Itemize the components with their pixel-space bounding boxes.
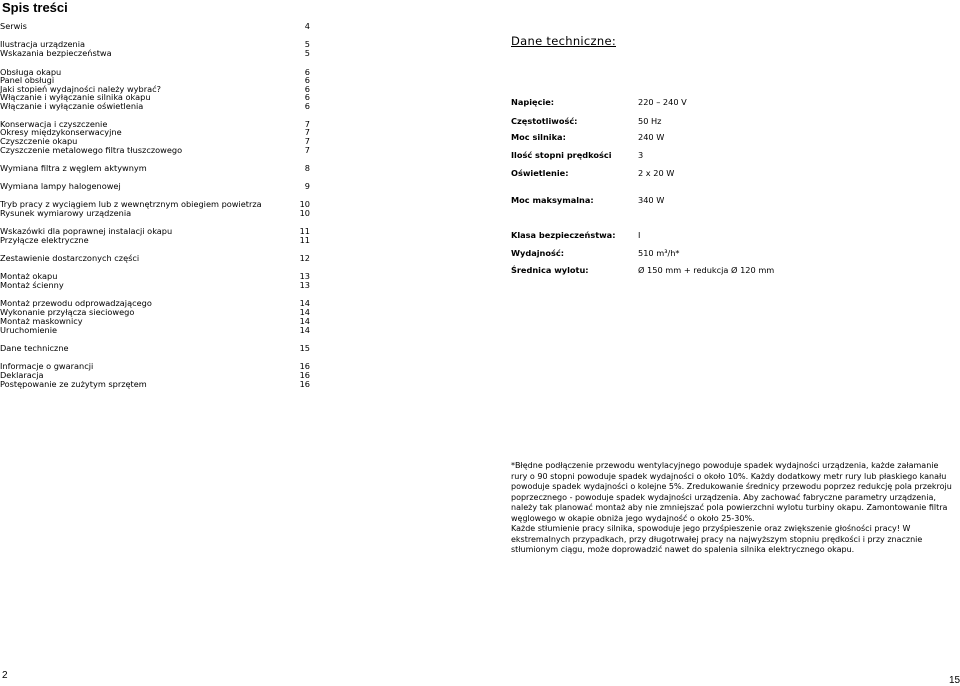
toc-entry-title: Deklaracja — [0, 370, 44, 380]
toc-entry-title: Włączanie i wyłączanie oświetlenia — [0, 101, 144, 111]
page-number-right: 15 — [949, 675, 960, 686]
toc-entry-title: Dane techniczne — [0, 343, 69, 353]
toc-entry-page: 6 — [304, 101, 310, 111]
spec-label: Ilość stopni prędkości — [511, 150, 612, 160]
toc-entry-title: Konserwacja i czyszczenie — [0, 119, 108, 129]
toc-entry-title: Wskazania bezpieczeństwa — [0, 48, 112, 58]
toc-entry-title: Montaż maskownicy — [0, 316, 83, 326]
toc-entry-page: 5 — [304, 48, 310, 58]
toc-entry-title: Wymiana lampy halogenowej — [0, 181, 121, 191]
toc-entry-page: 14 — [299, 325, 310, 335]
toc-entry-page: 7 — [304, 127, 310, 137]
toc-entry-page: 13 — [299, 280, 310, 290]
toc-entry-page: 9 — [304, 181, 310, 191]
toc-entry-title: Montaż okapu — [0, 271, 58, 281]
toc-entry-title: Czyszczenie okapu — [0, 136, 78, 146]
toc-entry-page: 15 — [299, 343, 310, 353]
toc-entry-page: 16 — [299, 361, 310, 371]
toc-entry-title: Serwis — [0, 21, 27, 31]
toc-entry-page: 11 — [299, 235, 310, 245]
toc-entry-page: 7 — [304, 136, 310, 146]
toc-entry-page: 12 — [299, 253, 310, 263]
note-paragraph-2: Każde stłumienie pracy silnika, spowoduje jego przyśpieszenie oraz zwiększenie głośności pracy! W ekstremalnych przypadkach, przy długotrwałej pracy na najwyższym stopniu prędkości i przy znacznie stłumionym ciągu, może doprowadzić nawet do spalenia silnika elektrycznego okapu. — [511, 524, 923, 554]
toc-entry-title: Okresy międzykonserwacyjne — [0, 127, 122, 137]
toc-entry-page: 8 — [304, 163, 310, 173]
toc-entry-title: Tryb pracy z wyciągiem lub z wewnętrznym obiegiem powietrza — [0, 199, 262, 209]
note-paragraph-1: *Błędne podłączenie przewodu wentylacyjnego powoduje spadek wydajności urządzenia, każde załamanie rury o 90 stopni powoduje spadek wydajności o około 10%. Każdy dodatkowy metr rury lub płaskiego kanału powoduje spadek wydajności o kolejne 5%. Zredukowanie średnicy przewodu poprzez redukcję pola przekroju poprzecznego - powoduje spadek wydajności urządzenia. Aby zachować fabryczne parametry urządzenia, należy tak planować montaż aby nie zmniejszać pola powierzchni wylotu turbiny okapu. Zamontowanie filtra węglowego w okapie obniża jego wydajność o około 25-30%. — [511, 461, 952, 523]
toc-entry-title: Wskazówki dla poprawnej instalacji okapu — [0, 226, 173, 236]
spec-value: 510 m³/h* — [638, 248, 680, 258]
spec-label: Klasa bezpieczeństwa: — [511, 230, 616, 240]
page-title: Spis treści — [2, 0, 68, 15]
toc-entry-page: 16 — [299, 370, 310, 380]
toc-entry-title: Ilustracja urządzenia — [0, 39, 86, 49]
toc-entry-page: 16 — [299, 379, 310, 389]
spec-value: I — [638, 230, 641, 240]
toc-entry-page: 6 — [304, 84, 310, 94]
toc-entry-title: Montaż ścienny — [0, 280, 64, 290]
spec-value: 340 W — [638, 195, 665, 205]
toc-entry-title: Zestawienie dostarczonych części — [0, 253, 140, 263]
spec-value: Ø 150 mm + redukcja Ø 120 mm — [638, 265, 775, 275]
toc-entry-title: Czyszczenie metalowego filtra tłuszczowego — [0, 145, 183, 155]
spec-value: 50 Hz — [638, 116, 662, 126]
spec-label: Oświetlenie: — [511, 168, 569, 178]
toc-entry-page: 6 — [304, 75, 310, 85]
spec-label: Średnica wylotu: — [511, 265, 589, 275]
toc-entry-page: 10 — [299, 199, 310, 209]
toc-entry-title: Włączanie i wyłączanie silnika okapu — [0, 92, 151, 102]
toc-entry-page: 6 — [304, 92, 310, 102]
toc-entry-title: Wykonanie przyłącza sieciowego — [0, 307, 135, 317]
toc-entry-page: 6 — [304, 67, 310, 77]
toc-entry-title: Rysunek wymiarowy urządzenia — [0, 208, 132, 218]
spec-label: Moc silnika: — [511, 132, 566, 142]
spec-value: 220 – 240 V — [638, 97, 687, 107]
spec-label: Napięcie: — [511, 97, 555, 107]
toc-entry-title: Obsługa okapu — [0, 67, 62, 77]
spec-value: 2 x 20 W — [638, 168, 675, 178]
spec-label: Moc maksymalna: — [511, 195, 594, 205]
toc-entry-title: Uruchomienie — [0, 325, 58, 335]
toc-entry-page: 7 — [304, 145, 310, 155]
toc-entry-title: Panel obsługi — [0, 75, 55, 85]
page-number-left: 2 — [2, 670, 8, 681]
spec-value: 240 W — [638, 132, 665, 142]
spec-value: 3 — [638, 150, 644, 160]
toc-entry-page: 11 — [299, 226, 310, 236]
toc-entry-title: Wymiana filtra z węglem aktywnym — [0, 163, 147, 173]
toc-entry-page: 7 — [304, 119, 310, 129]
toc-entry-page: 4 — [304, 21, 310, 31]
toc-entry-title: Przyłącze elektryczne — [0, 235, 89, 245]
toc-entry-title: Jaki stopień wydajności należy wybrać? — [0, 84, 161, 94]
toc-entry-title: Montaż przewodu odprowadzającego — [0, 298, 152, 308]
toc-entry-title: Postępowanie ze zużytym sprzętem — [0, 379, 147, 389]
toc-entry-title: Informacje o gwarancji — [0, 361, 94, 371]
specs-heading: Dane techniczne: — [511, 34, 616, 48]
toc-entry-page: 10 — [299, 208, 310, 218]
spec-label: Wydajność: — [511, 248, 565, 258]
toc-entry-page: 14 — [299, 316, 310, 326]
toc-entry-page: 14 — [299, 298, 310, 308]
toc-entry-page: 14 — [299, 307, 310, 317]
toc-entry-page: 13 — [299, 271, 310, 281]
spec-label: Częstotliwość: — [511, 116, 578, 126]
toc-entry-page: 5 — [304, 39, 310, 49]
